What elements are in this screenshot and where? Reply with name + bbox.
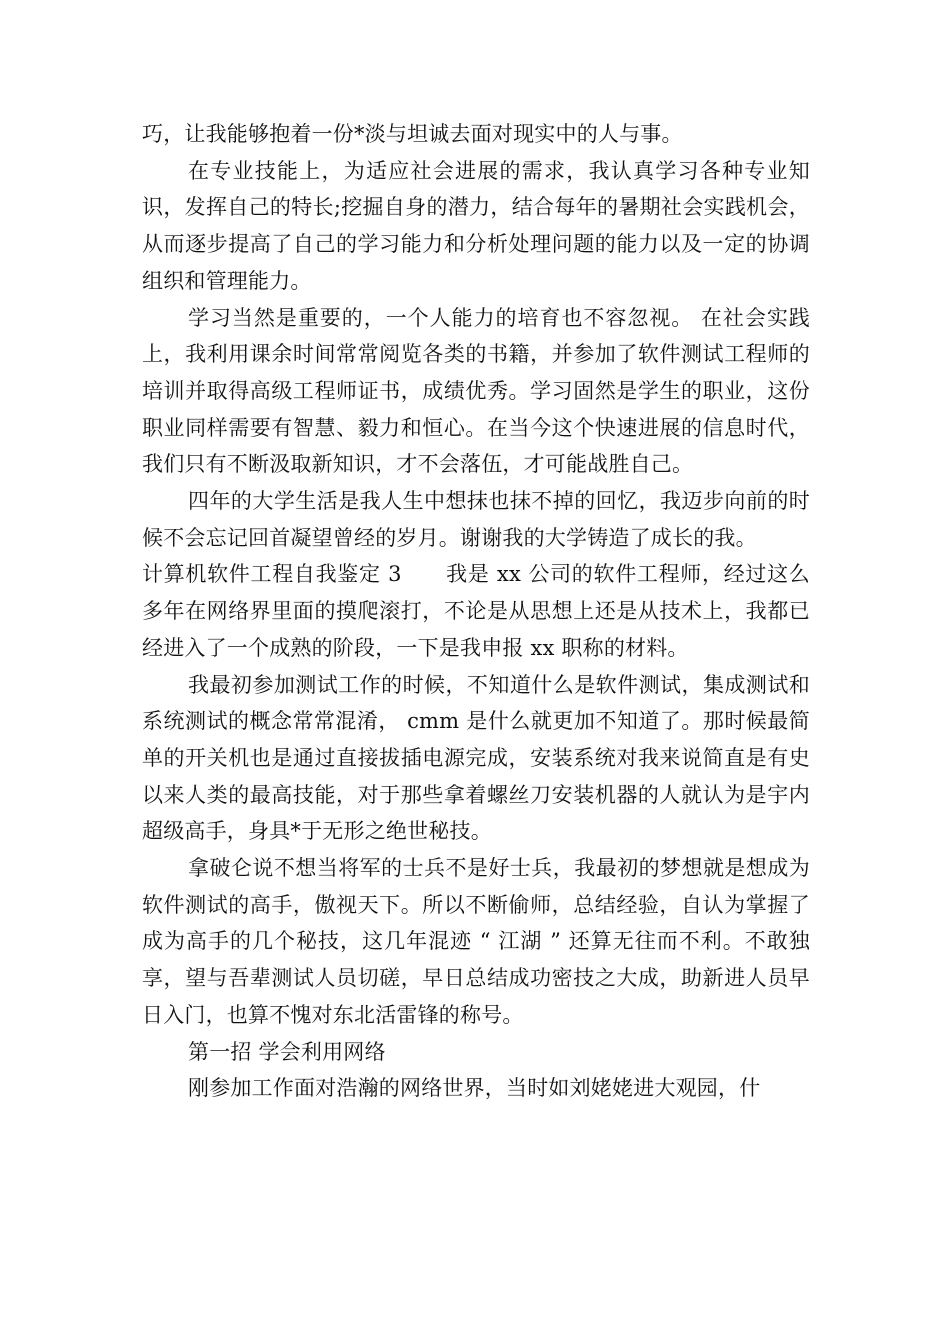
subheading-first-move: 第一招 学会利用网络 — [188, 1039, 386, 1064]
paragraph-university-life: 四年的大学生活是我人生中想抹也抹不掉的回忆，我迈步向前的时候不会忘记回首凝望曾经的岁月。谢谢我的大学铸造了成长的我。 — [142, 489, 810, 550]
paragraph-learning: 学习当然是重要的，一个人能力的培育也不容忽视。 在社会实践上，我利用课余时间常常阅览各类的书籍，并参加了软件测试工程师的培训并取得高级工程师证书，成绩优秀。学习固然是学生的职业，这份职业同样需要有智慧、毅力和恒心。在当今这个快速进展的信息时代，我们只有不断汲取新知识，才不会落伍，才可能战胜自己。 — [142, 305, 810, 477]
paragraph-network-world: 刚参加工作面对浩瀚的网络世界，当时如刘姥姥进大观园，什 — [188, 1076, 761, 1101]
section-intro-paragraph — [142, 556, 810, 666]
paragraph-napoleon: 拿破仑说不想当将军的士兵不是好士兵，我最初的梦想就是想成为软件测试的高手，傲视天下。所以不断偷师，总结经验，自认为掌握了成为高手的几个秘技，这几年混迹 “ 江湖 ” 还算无往而不利。不敢独享，望与吾辈测试人员切磋，早日总结成功密技之大成，助新进人员早日入门，也算不愧对东北活雷锋的称号。 — [142, 856, 810, 1027]
document-body — [142, 116, 810, 1107]
paragraph-professional-skills: 在专业技能上，为适应社会进展的需求，我认真学习各种专业知识，发挥自己的特长;挖掘自身的潜力，结合每年的暑期社会实践机会，从而逐步提高了自己的学习能力和分析处理问题的能力以及一定的协调组织和管理能力。 — [142, 158, 810, 293]
section-intro-text: 我是 xx 公司的软件工程师，经过这么多年在网络界里面的摸爬滚打，不论是从思想上还是从技术上，我都已经进入了一个成熟的阶段，一下是我申报 xx 职称的材料。 — [142, 562, 811, 660]
paragraph-continuation: 巧，让我能够抱着一份*淡与坦诚去面对现实中的人与事。 — [142, 122, 683, 146]
paragraph-first-testing-job: 我最初参加测试工作的时候，不知道什么是软件测试，集成测试和系统测试的概念常常混淆， cmm 是什么就更加不知道了。那时候最简单的开关机也是通过直接拔插电源完成，安装系统对我来说简直是有史以来人类的最高技能，对于那些拿着螺丝刀安装机器的人就认为是宇内超级高手，身具*于无形之绝世秘技。 — [142, 672, 810, 844]
section-heading: 计算机软件工程自我鉴定 3 — [142, 562, 402, 587]
